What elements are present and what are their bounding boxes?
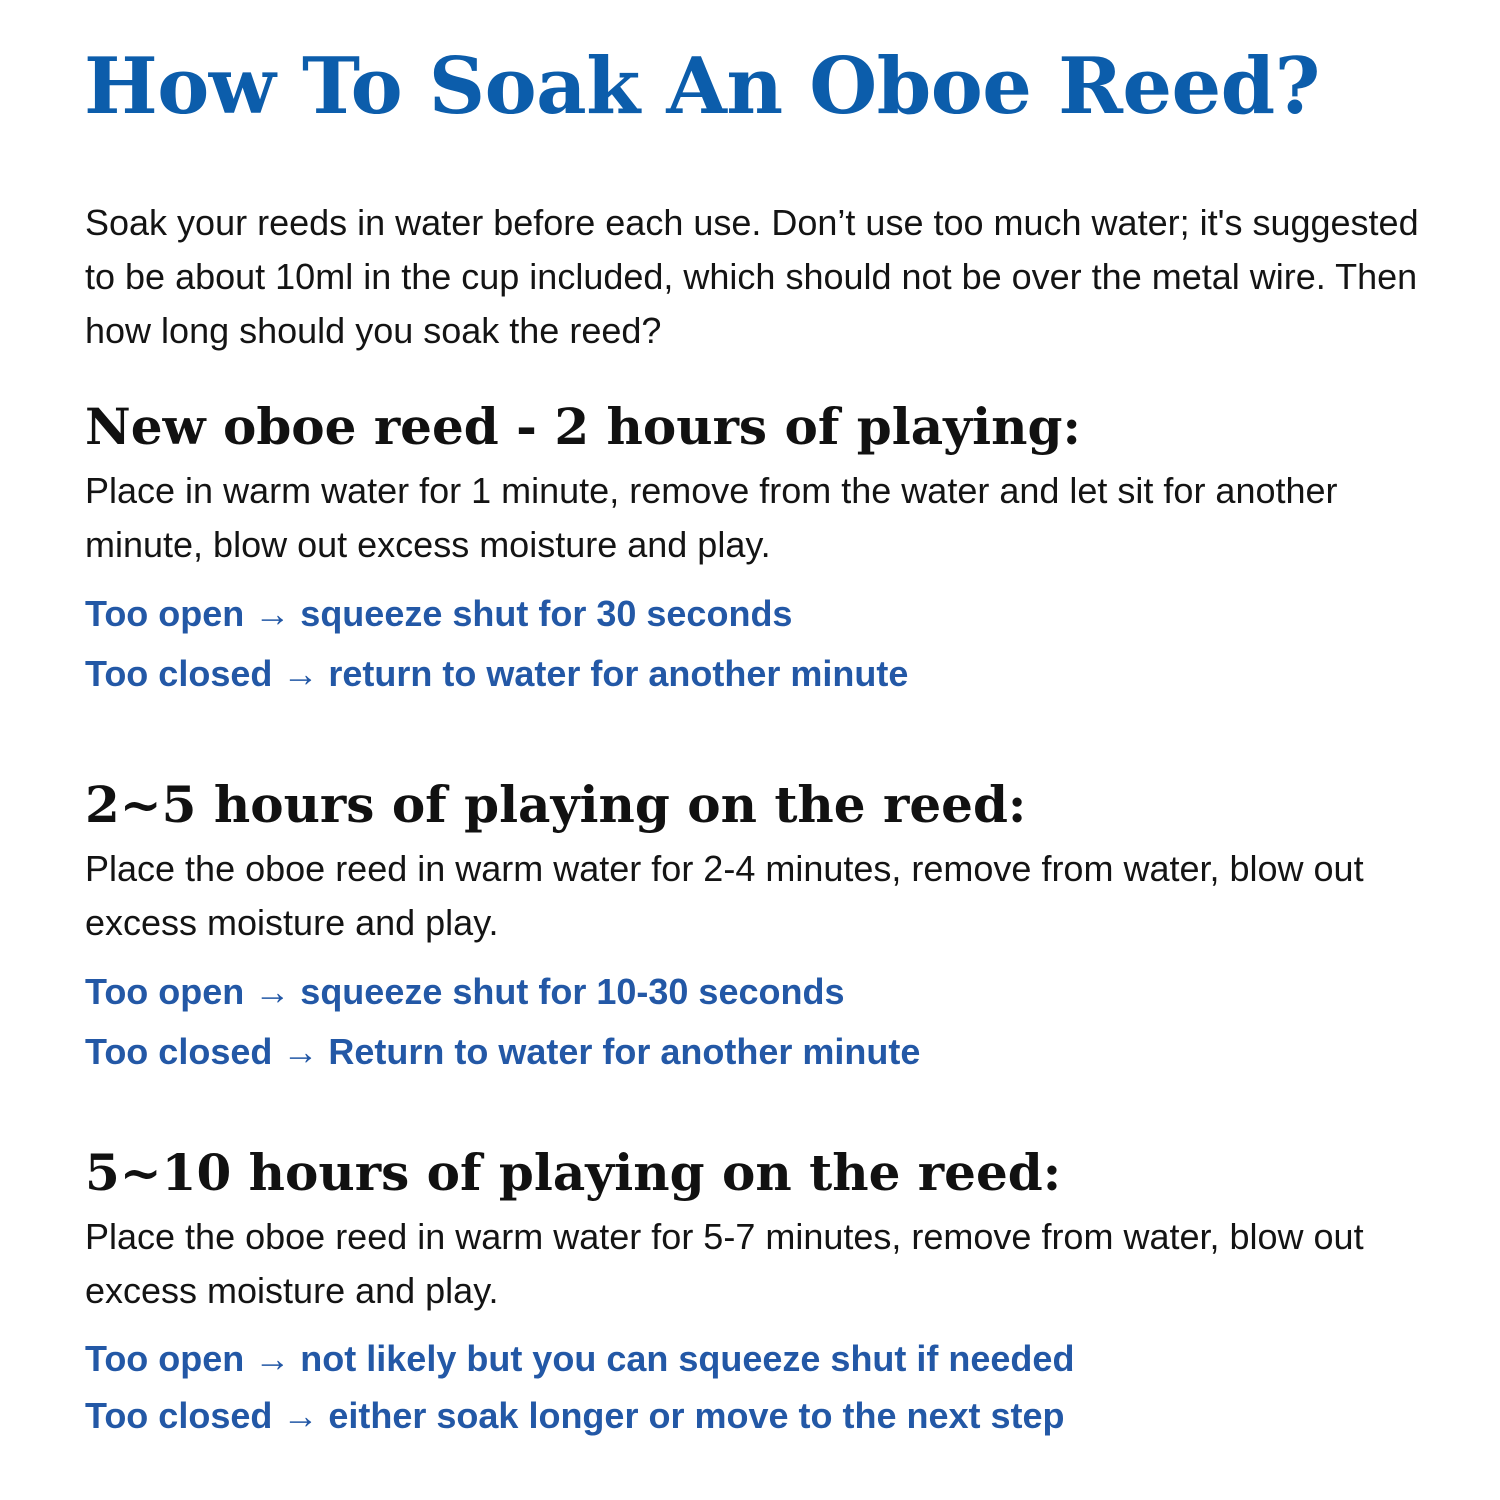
tip-action: not likely but you can squeeze shut if needed — [300, 1338, 1075, 1379]
page-title: How To Soak An Oboe Reed? — [84, 41, 1320, 132]
arrow-right-icon: → — [254, 971, 291, 1012]
section-heading: 5~10 hours of playing on the reed: — [85, 1143, 1062, 1202]
tip-too-open — [85, 962, 1445, 1022]
section-instructions: Place the oboe reed in warm water for 2-4 minutes, remove from water, blow out excess moisture and play. — [85, 848, 1364, 943]
section-5-10-hours — [85, 1138, 1445, 1444]
tip-action: squeeze shut for 10-30 seconds — [300, 971, 845, 1012]
tip-too-open — [85, 1330, 1445, 1387]
section-heading: 2~5 hours of playing on the reed: — [85, 775, 1027, 834]
section-heading: New oboe reed - 2 hours of playing: — [85, 397, 1081, 456]
section-instructions: Place the oboe reed in warm water for 5-7 minutes, remove from water, blow out excess moisture and play. — [85, 1216, 1364, 1311]
arrow-right-icon: → — [282, 653, 319, 694]
tip-action: Return to water for another minute — [328, 1031, 921, 1072]
tip-condition: Too closed — [85, 1031, 273, 1072]
tips-list — [85, 1330, 1445, 1444]
arrow-right-icon: → — [254, 1338, 291, 1379]
arrow-right-icon: → — [254, 593, 291, 634]
tip-too-closed — [85, 644, 1445, 704]
tips-list — [85, 584, 1445, 704]
section-new-reed — [85, 392, 1445, 704]
tip-condition: Too closed — [85, 1395, 273, 1436]
arrow-right-icon: → — [282, 1031, 319, 1072]
tip-condition: Too open — [85, 593, 245, 634]
section-instructions: Place in warm water for 1 minute, remove from the water and let sit for another minute, blow out excess moisture and play. — [85, 470, 1338, 565]
tip-too-closed — [85, 1022, 1445, 1082]
intro-paragraph: Soak your reeds in water before each use. Don’t use too much water; it's suggested to be about 10ml in the cup included, which should not be over the metal wire. Then how long should you soak the reed? — [85, 202, 1419, 351]
tip-condition: Too open — [85, 1338, 245, 1379]
tip-action: return to water for another minute — [328, 653, 909, 694]
tip-too-open — [85, 584, 1445, 644]
tips-list — [85, 962, 1445, 1082]
tip-condition: Too open — [85, 971, 245, 1012]
tip-too-closed — [85, 1387, 1445, 1444]
tip-condition: Too closed — [85, 653, 273, 694]
arrow-right-icon: → — [282, 1395, 319, 1436]
section-2-5-hours — [85, 770, 1445, 1082]
tip-action: either soak longer or move to the next step — [328, 1395, 1065, 1436]
tip-action: squeeze shut for 30 seconds — [300, 593, 793, 634]
